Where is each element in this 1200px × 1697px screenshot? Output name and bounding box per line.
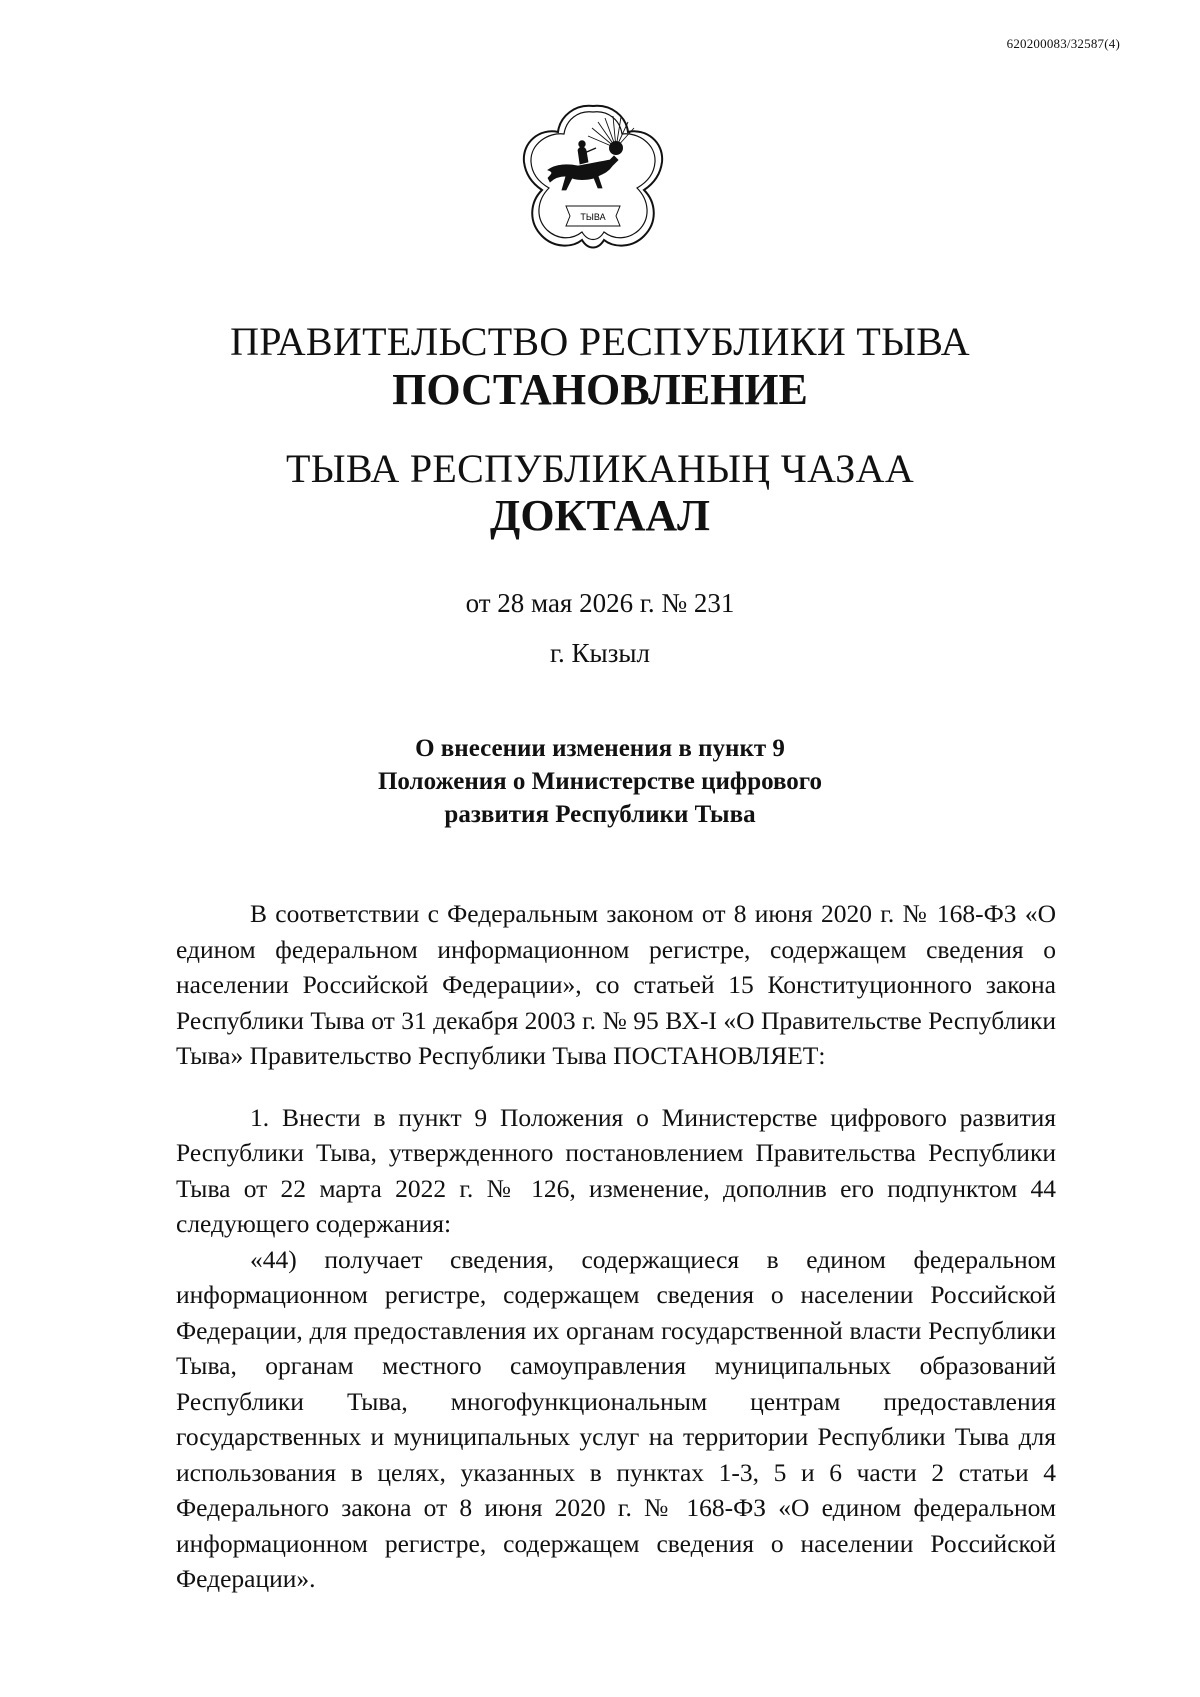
- title-line: развития Республики Тыва: [444, 801, 756, 828]
- preamble-paragraph: В соответствии с Федеральным законом от 8 июня 2020 г. № 168-ФЗ «О едином федеральном информационном регистре, содержащем сведения о населении Российской Федерации», со статьей 15 Конституционного закона Республики Тыва от 31 декабря 2003 г. № 95 ВХ-I «О Правительстве Республики Тыва» Правительство Республики Тыва ПОСТАНОВЛЯЕТ:: [176, 899, 1056, 1070]
- subclause-44-paragraph: «44) получает сведения, содержащиеся в едином федеральном информационном регистре, содержащем сведения о населении Российской Федерации, для предоставления их органам государственной власти Республики Тыва, органам местного самоуправления муниципальных образований Республики Тыва, многофункциональным центрам предоставления государственных и муниципальных услуг на территории Республики Тыва для использования в целях, указанных в пунктах 1-3, 5 и 6 части 2 статьи 4 Федерального закона от 8 июня 2020 г. № 168-ФЗ «О едином федеральном информационном регистре, содержащем сведения о населении Российской Федерации».: [176, 1244, 1056, 1593]
- resolution-body: [176, 896, 1056, 1597]
- city-of-issue: г. Кызыл: [550, 638, 650, 668]
- title-line: О внесении изменения в пункт 9: [415, 735, 785, 762]
- emblem-inscription: ТЫВА: [580, 212, 606, 222]
- title-line: Положения о Министерстве цифрового: [377, 768, 823, 795]
- tuva-coat-of-arms-emblem: [518, 98, 668, 258]
- resolution-title: [300, 732, 900, 831]
- government-name-russian: ПРАВИТЕЛЬСТВО РЕСПУБЛИКИ ТЫВА: [230, 319, 970, 364]
- horse-rider-icon: [548, 141, 618, 190]
- clause-1-paragraph: 1. Внести в пункт 9 Положения о Министерстве цифрового развития Республики Тыва, утвержденного постановлением Правительства Республики Тыва от 22 марта 2022 г. № 126, изменение, дополнив его подпунктом 44 следующего содержания:: [176, 1102, 1056, 1238]
- date-and-number: от 28 мая 2026 г. № 231: [465, 588, 735, 618]
- document-type-russian: ПОСТАНОВЛЕНИЕ: [392, 365, 808, 414]
- government-name-tuvan: ТЫВА РЕСПУБЛИКАНЫҢ ЧАЗАА: [285, 446, 915, 491]
- document-registration-number: 620200083/32587(4): [1006, 36, 1120, 51]
- document-type-tuvan: ДОКТААЛ: [490, 491, 710, 540]
